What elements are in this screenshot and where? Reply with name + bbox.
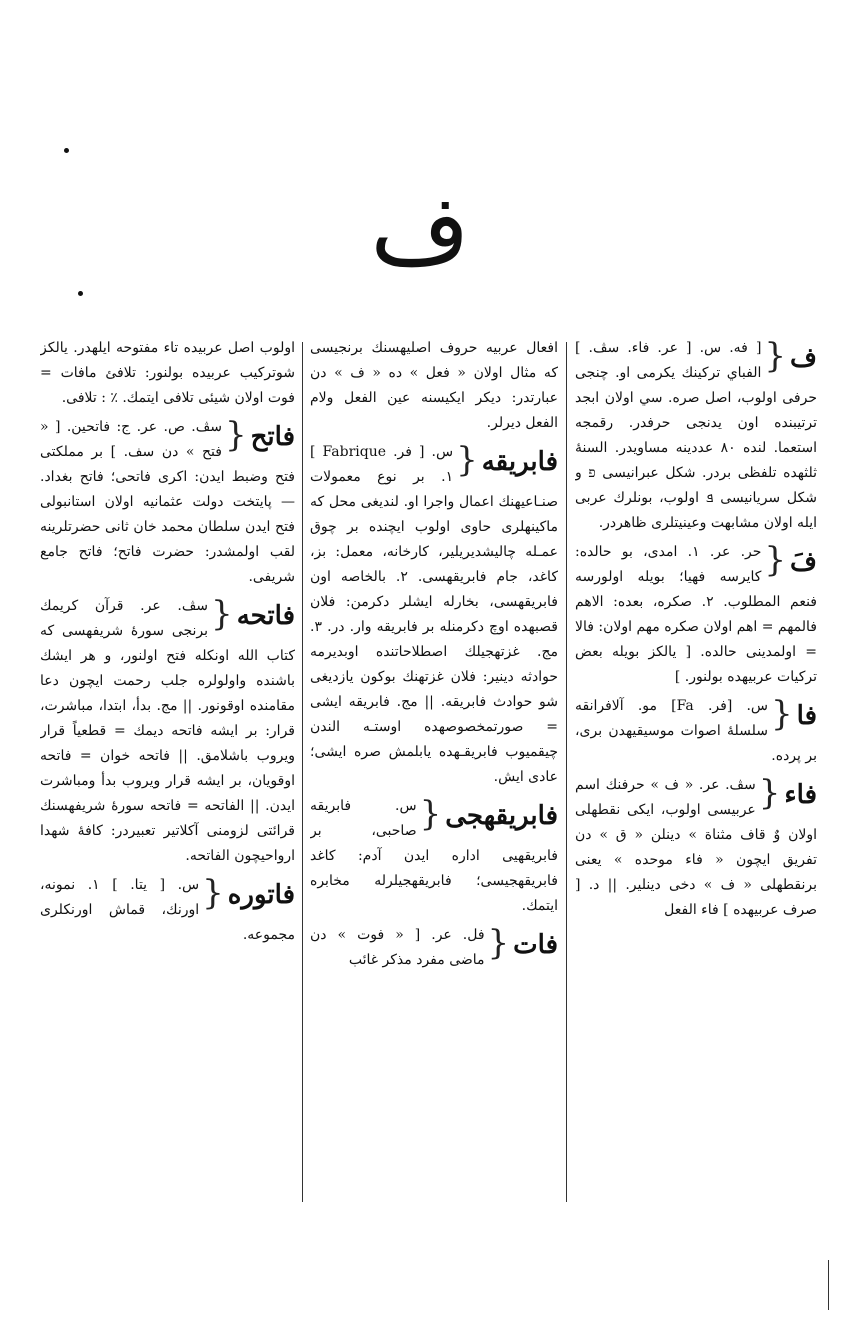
column-rule-left bbox=[302, 342, 303, 1202]
brace-glyph: { bbox=[224, 415, 247, 455]
entry-head: فاتحه bbox=[236, 601, 295, 631]
entry-continuation bbox=[40, 336, 295, 411]
entry-head: فات bbox=[513, 930, 558, 960]
entry-head: فاتوره bbox=[227, 880, 295, 910]
entry-text: س. فابريقه صاحبى، بر فابريقهيى اداره ايدن آدم: كاغد فابريقهجيسى؛ فابريقهجيلرله مخابره ايتمك. bbox=[310, 798, 558, 914]
entry-fatiha bbox=[40, 594, 295, 869]
entry-text: س. [ يتا. ] ١. نمونه، اورنك، قماش اورنكلرى مجموعه. bbox=[40, 877, 295, 943]
brace-glyph: { bbox=[764, 540, 787, 580]
entry-head: فاء bbox=[784, 780, 817, 810]
entry-fatura bbox=[40, 873, 295, 948]
column-rule-right bbox=[566, 342, 567, 1202]
brace-glyph: { bbox=[487, 923, 510, 963]
entry-head: فَ bbox=[790, 547, 817, 577]
entry-head: فاتح bbox=[250, 422, 295, 452]
speck-lower bbox=[78, 291, 83, 296]
column-right bbox=[575, 336, 817, 1206]
brace-glyph: { bbox=[211, 594, 233, 634]
entry-text: افعال عربيه حروف اصليهسنك برنجيسى كه مثال اولان « فعل » ده « ف » دن عبارتدر: ديكر ايكيسنه عين الفعل ولام الفعل ديرلر. bbox=[310, 340, 558, 431]
entry-text: [ فه. س. [ عر. فاء. سڤ. ] الفباي تركينك يكرمى او. چنجى حرفى اولوب، اصل صره. سي اولان ابجد ترتيبنده اون يدنجى حرفدر. رقمجه استعما. لنده ٨٠ عددينه مساويدر. السنهٔ ثلثهده تلفظى بردر. شكل عبرانيسى פ و شكل سريانيسى ܦ اولوب، بونلرك عربى ايله اولان مشابهت وعينيتلرى ظاهردر. bbox=[575, 340, 817, 531]
brace-glyph: { bbox=[419, 794, 442, 834]
entry-text: سڤ. عر. قرآن كريمك برنجى سورهٔ شريفهسى كه كتاب الله اونكله فتح اولنور، و هر ايشك باشنده واولولره جلب رحمت ايچون دعا مقامنده اوقونور. || مج. بدأ، ابتدا، مباشرت، قرار: بر ايشه فاتحه ديمك = قطعياً قرار ويروب باشلامق. || فاتحه خوان = فاتحه اوقويان، بر ايشه قرار ويروب بدأ ومباشرت ايدن. || الفاتحه = فاتحه سورهٔ شريفهسنك قرائتى لزومنى آكلاتير تعبيردر: كافهٔ شهدا ارواحيچون الفاتحه. bbox=[40, 598, 295, 864]
entry-fabrika bbox=[310, 440, 558, 790]
entry-head: ف bbox=[790, 343, 817, 373]
entry-fa-note bbox=[575, 694, 817, 769]
column-left bbox=[40, 336, 295, 1206]
entry-text: سڤ. عر. « ف » حرفنك اسم عربيسى اولوب، ايكى نقطهلى اولان وٌ قاف مثناة » دينلن « ق » دن تفريق ايچون « فاء موحده » يعنى برنقطهلى « ف » دخى دينلير. || د. [ صرف عربيهده ] فاء الفعل bbox=[575, 777, 817, 918]
brace-glyph: { bbox=[758, 773, 781, 813]
entry-continuation bbox=[310, 336, 558, 436]
page-letter: ف bbox=[370, 174, 470, 286]
brace-glyph: { bbox=[456, 440, 478, 480]
margin-mark bbox=[828, 1260, 829, 1310]
brace-glyph: { bbox=[771, 694, 793, 734]
entry-text: فل. عر. [ « فوت » دن ماضى مفرد مذكر غائب bbox=[310, 927, 485, 968]
entry-text: اولوب اصل عربيده تاء مفتوحه ايلهدر. يالكز شوتركيب عربيده بولنور: تلافئ مافات = فوت اولان شيئى تلافى ايتمك. ٪ : تلافى. bbox=[40, 340, 295, 406]
entry-text: حر. عر. ١. امدى، بو حالده: كايرسه فهيا؛ بويله اولورسه فنعم المطلوب. ٢. صكره، بعده: الاهم فالمهم = اهم اولان صكره مهم اولان: فالا = اولمدينى حالده. [ يالكز بويله بعض تركيات عربيهده بولنور. ] bbox=[575, 544, 817, 685]
brace-glyph: { bbox=[202, 873, 224, 913]
entry-fa-particle bbox=[575, 540, 817, 690]
column-middle bbox=[310, 336, 558, 1206]
entry-head: فابريقه bbox=[481, 447, 558, 477]
speck-upper bbox=[64, 148, 69, 153]
entry-fatih bbox=[40, 415, 295, 590]
entry-fat bbox=[310, 923, 558, 973]
entry-head: فابريقهجى bbox=[445, 801, 558, 831]
brace-glyph: { bbox=[764, 336, 787, 376]
entry-head: فا bbox=[796, 701, 817, 731]
entry-fa-name bbox=[575, 773, 817, 923]
entry-text: س. [فر. Fa] مو. آلافرانقه سلسلهٔ اصوات موسيقيهدن برى، بر پرده. bbox=[575, 698, 817, 764]
entry-text: سڤ. ص. عر. ج: فاتحين. [ « فتح » دن سف. ] بر مملكتى فتح وضبط ايدن: اكرى فاتحى؛ فاتح بغداد. — پايتخت دولت عثمانيه اولان استانبولى فتح ايدن سلطان محمد خان ثانى حضرتلرينه لقب اولمشدر: حضرت فاتح؛ فاتح جامع شريفى. bbox=[40, 419, 295, 585]
entry-text: س. [ فر. Fabrique ] ١. بر نوع معمولات صنـاعيهنك اعمال واجرا او. لنديغى محل كه ماكينهلرى حاوى اولوب ايچنده بر چوق عمـله چاليشديريلير، كارخانه، معمل: بز، كاغد، جام فابريقهسى. ٢. بالخاصه اون فابريقهسى، بخارله ايشلر دكرمن: فلان قصبهده اوچ دكرمنله بر فابريقه وار. در. ٣. مج. غزتهجيلك اصطلاحاتنده اوبديرمه حوادثه دينير: فلان غزتهنك بوكون يازديغى شو حوادث فابريقه. || مج. فابريقه ايشى = صورتمخصوصهده اوستـه الندن چيقميوب فابريقـهده يابلمش صره ايشى؛ عادى ايش. bbox=[310, 444, 558, 785]
entry-fa-letter bbox=[575, 336, 817, 536]
entry-fabrikaci bbox=[310, 794, 558, 919]
